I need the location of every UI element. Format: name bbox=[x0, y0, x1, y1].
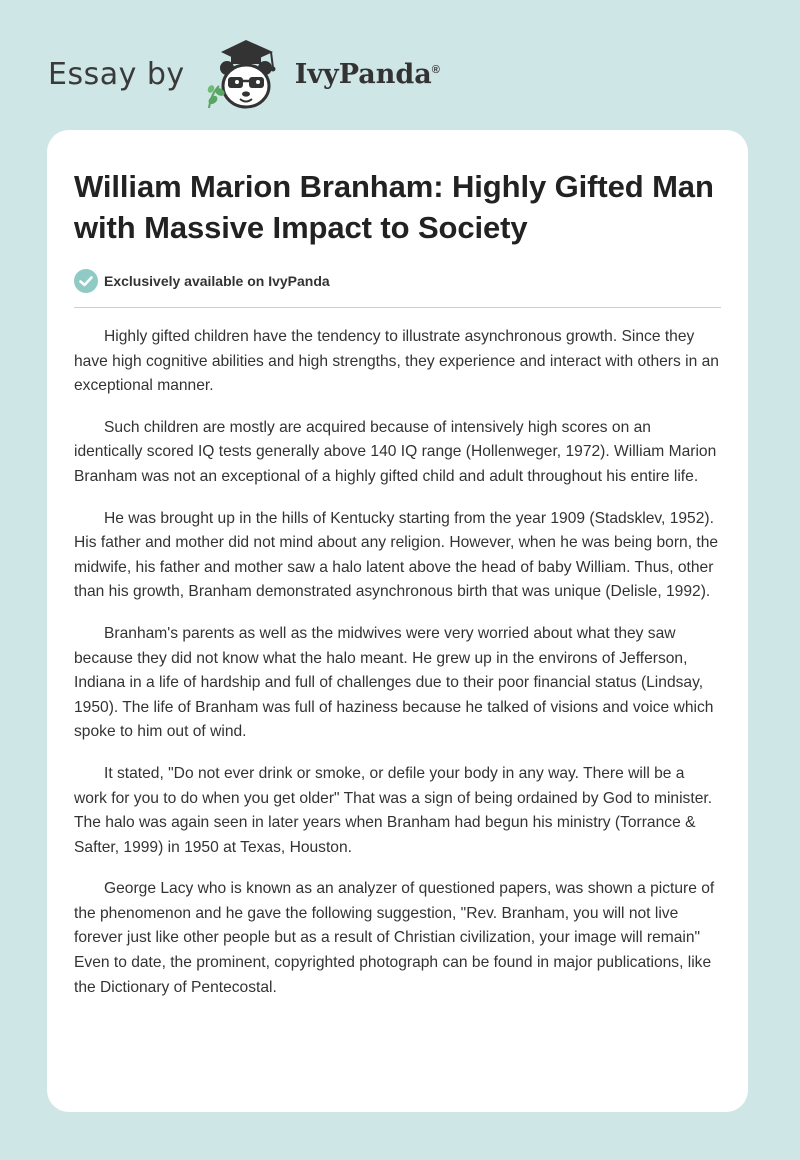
brand-name[interactable]: IvyPanda® bbox=[294, 58, 440, 90]
paragraph: It stated, "Do not ever drink or smoke, or defile your body in any way. There will be a work for you to do when you get older" That was a sign of being ordained by God to minister. The halo was again seen in later years when Branham had begun his ministry (Torrance & Safter, 1999) in 1950 at Texas, Houston. bbox=[74, 764, 713, 856]
paragraph: George Lacy who is known as an analyzer of questioned papers, was shown a picture of the phenomenon and he gave the following suggestion, "Rev. Branham, you will not live forever just like other people but as a result of Christian civilization, your image will remain" Even to date, the prominent, copyrighted photograph can be found in major publications, like the Dictionary of Pentecostal. bbox=[74, 880, 715, 996]
exclusive-badge-text: Exclusively available on IvyPanda bbox=[104, 273, 330, 289]
paragraph: Highly gifted children have the tendency to illustrate asynchronous growth. Since they have high cognitive abilities and high strengths, they experience and interact with others in an exceptional manner. bbox=[74, 328, 719, 395]
exclusive-badge bbox=[74, 269, 721, 308]
essay-card bbox=[47, 130, 748, 1112]
panda-logo-icon[interactable] bbox=[201, 34, 291, 114]
paragraph: He was brought up in the hills of Kentucky starting from the year 1909 (Stadsklev, 1952). His father and mother did not mind about any religion. However, when he was being born, the midwife, his father and mother saw a halo latent above the head of baby William. Thus, other than his growth, Branham demonstrated asynchronous birth that was unique (Delisle, 1992). bbox=[74, 509, 719, 601]
checkmark-icon bbox=[74, 269, 98, 293]
essay-title: William Marion Branham: Highly Gifted Man with Massive Impact to Society bbox=[74, 169, 714, 245]
paragraph: Branham's parents as well as the midwives were very worried about what they saw because they did not know what the halo meant. He grew up in the environs of Jefferson, Indiana in a life of hardship and full of challenges due to their poor financial status (Lindsay, 1950). The life of Branham was full of haziness because he talked of visions and voice which spoke to him out of wind. bbox=[74, 624, 714, 741]
brand-prefix: Essay by bbox=[48, 56, 185, 92]
paragraph: Such children are mostly are acquired because of intensively high scores on an identically scored IQ tests generally above 140 IQ range (Hollenweger, 1972). William Marion Branham was not an exceptional of a highly gifted child and adult throughout his entire life. bbox=[74, 418, 717, 485]
site-header bbox=[48, 34, 440, 114]
registered-mark: ® bbox=[431, 63, 440, 76]
essay-body bbox=[74, 325, 721, 1000]
